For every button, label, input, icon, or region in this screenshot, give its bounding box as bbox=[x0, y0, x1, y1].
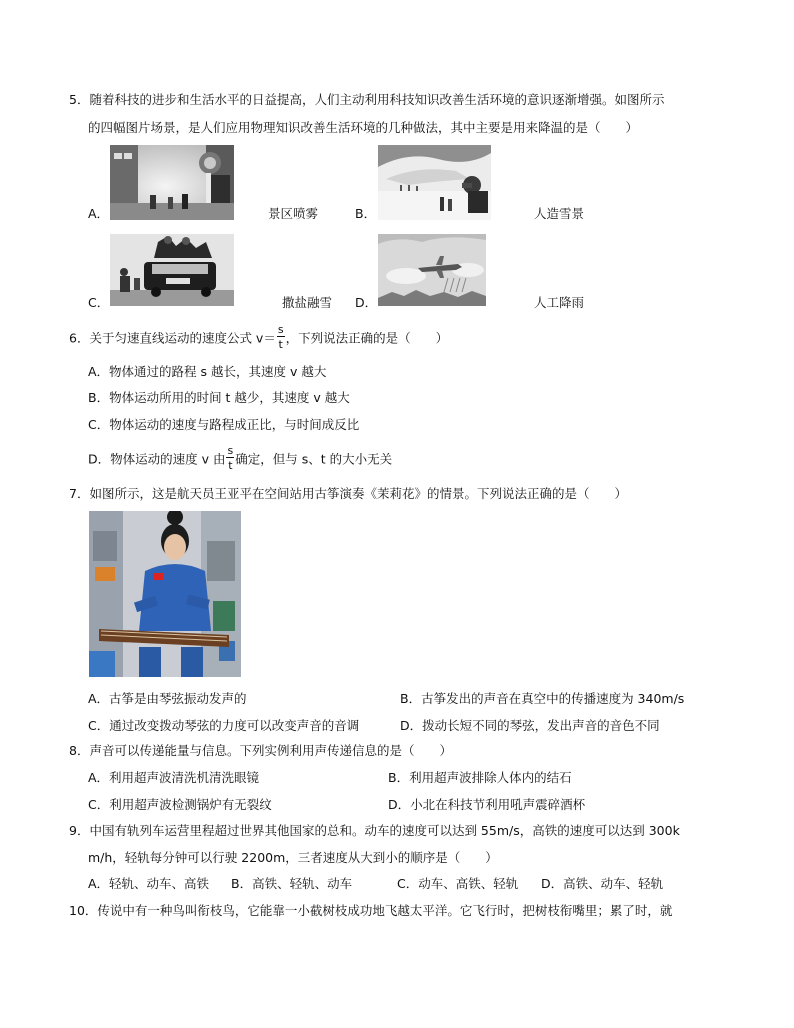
q8-option-c: C．利用超声波检测锅炉有无裂纹 bbox=[88, 797, 272, 812]
q5-stem-line2: 的四幅图片场景，是人们应用物理知识改善生活环境的几种做法，其中主要是用来降温的是（ ） bbox=[88, 120, 639, 135]
q6-option-d-fraction bbox=[226, 445, 234, 471]
q5-image-a-spray bbox=[110, 145, 234, 220]
q5-option-c-letter: C． bbox=[88, 295, 110, 310]
q7-option-c: C．通过改变拨动琴弦的力度可以改变声音的音调 bbox=[88, 718, 360, 733]
q7-option-a: A．古筝是由琴弦振动发声的 bbox=[88, 691, 247, 706]
q9-stem-line2: m/h，轻轨每分钟可以行驶 2200m，三者速度从大到小的顺序是（ ） bbox=[88, 850, 498, 865]
q8-option-a: A．利用超声波清洗机清洗眼镜 bbox=[88, 770, 260, 785]
q5-option-d-letter: D． bbox=[355, 295, 378, 310]
q9-option-b: B．高铁、轻轨、动车 bbox=[231, 876, 353, 891]
q9-stem-line1: 9．中国有轨列车运营里程超过世界其他国家的总和。动车的速度可以达到 55m/s，高铁的速度可以达到 300k bbox=[69, 823, 680, 838]
q7-image-astronaut-guzheng bbox=[89, 511, 241, 677]
q5-image-c-salt bbox=[110, 234, 234, 306]
q5-option-d-caption: 人工降雨 bbox=[534, 295, 585, 310]
q9-option-c: C．动车、高铁、轻轨 bbox=[397, 876, 519, 891]
q6-option-d-denominator: t bbox=[228, 459, 233, 472]
q6-stem-post: ，下列说法正确的是（ ） bbox=[285, 330, 449, 346]
q6-option-d-numerator: s bbox=[227, 444, 234, 457]
q10-stem-line1: 10．传说中有一种鸟叫衔枝鸟，它能靠一小截树枝成功地飞越太平洋。它飞行时，把树枝衔嘴里；累了时，就 bbox=[69, 903, 673, 918]
q6-option-b: B．物体运动所用的时间 t 越少，其速度 v 越大 bbox=[88, 390, 350, 405]
q5-option-b-letter: B． bbox=[355, 206, 377, 221]
q5-option-a-caption: 景区喷雾 bbox=[268, 206, 319, 221]
q5-option-c-caption: 撒盐融雪 bbox=[282, 295, 333, 310]
q5-option-b-caption: 人造雪景 bbox=[534, 206, 585, 221]
q9-option-a: A．轻轨、动车、高铁 bbox=[88, 876, 210, 891]
q6-fraction-denominator: t bbox=[278, 338, 283, 351]
q6-option-d-pre: D．物体运动的速度 v 由 bbox=[88, 451, 226, 467]
q7-stem: 7．如图所示，这是航天员王亚平在空间站用古筝演奏《茉莉花》的情景。下列说法正确的是（ ） bbox=[69, 486, 627, 501]
q6-fraction-numerator: s bbox=[277, 323, 284, 336]
q5-image-d-rain bbox=[378, 234, 486, 306]
q6-option-d bbox=[88, 444, 393, 472]
q9-option-d: D．高铁、动车、轻轨 bbox=[541, 876, 664, 891]
q7-option-d: D．拨动长短不同的琴弦，发出声音的音色不同 bbox=[400, 718, 660, 733]
q8-stem: 8．声音可以传递能量与信息。下列实例利用声传递信息的是（ ） bbox=[69, 743, 452, 758]
q6-option-a: A．物体通过的路程 s 越长，其速度 v 越大 bbox=[88, 364, 327, 379]
q5-image-b-snow-machine bbox=[378, 145, 491, 220]
q6-stem bbox=[69, 323, 449, 351]
q8-option-b: B．利用超声波排除人体内的结石 bbox=[388, 770, 572, 785]
q8-option-d: D．小北在科技节利用吼声震碎酒杯 bbox=[388, 797, 586, 812]
q6-stem-pre: 6．关于匀速直线运动的速度公式 v＝ bbox=[69, 330, 276, 346]
q6-option-d-post: 确定，但与 s、t 的大小无关 bbox=[235, 451, 393, 467]
q5-stem-line1: 5．随着科技的进步和生活水平的日益提高，人们主动利用科技知识改善生活环境的意识逐渐增强。如图所示 bbox=[69, 92, 665, 107]
q5-option-a-letter: A． bbox=[88, 206, 110, 221]
q7-option-b: B．古筝发出的声音在真空中的传播速度为 340m/s bbox=[400, 691, 685, 706]
q6-formula-fraction bbox=[277, 324, 285, 350]
q6-option-c: C．物体运动的速度与路程成正比，与时间成反比 bbox=[88, 417, 360, 432]
